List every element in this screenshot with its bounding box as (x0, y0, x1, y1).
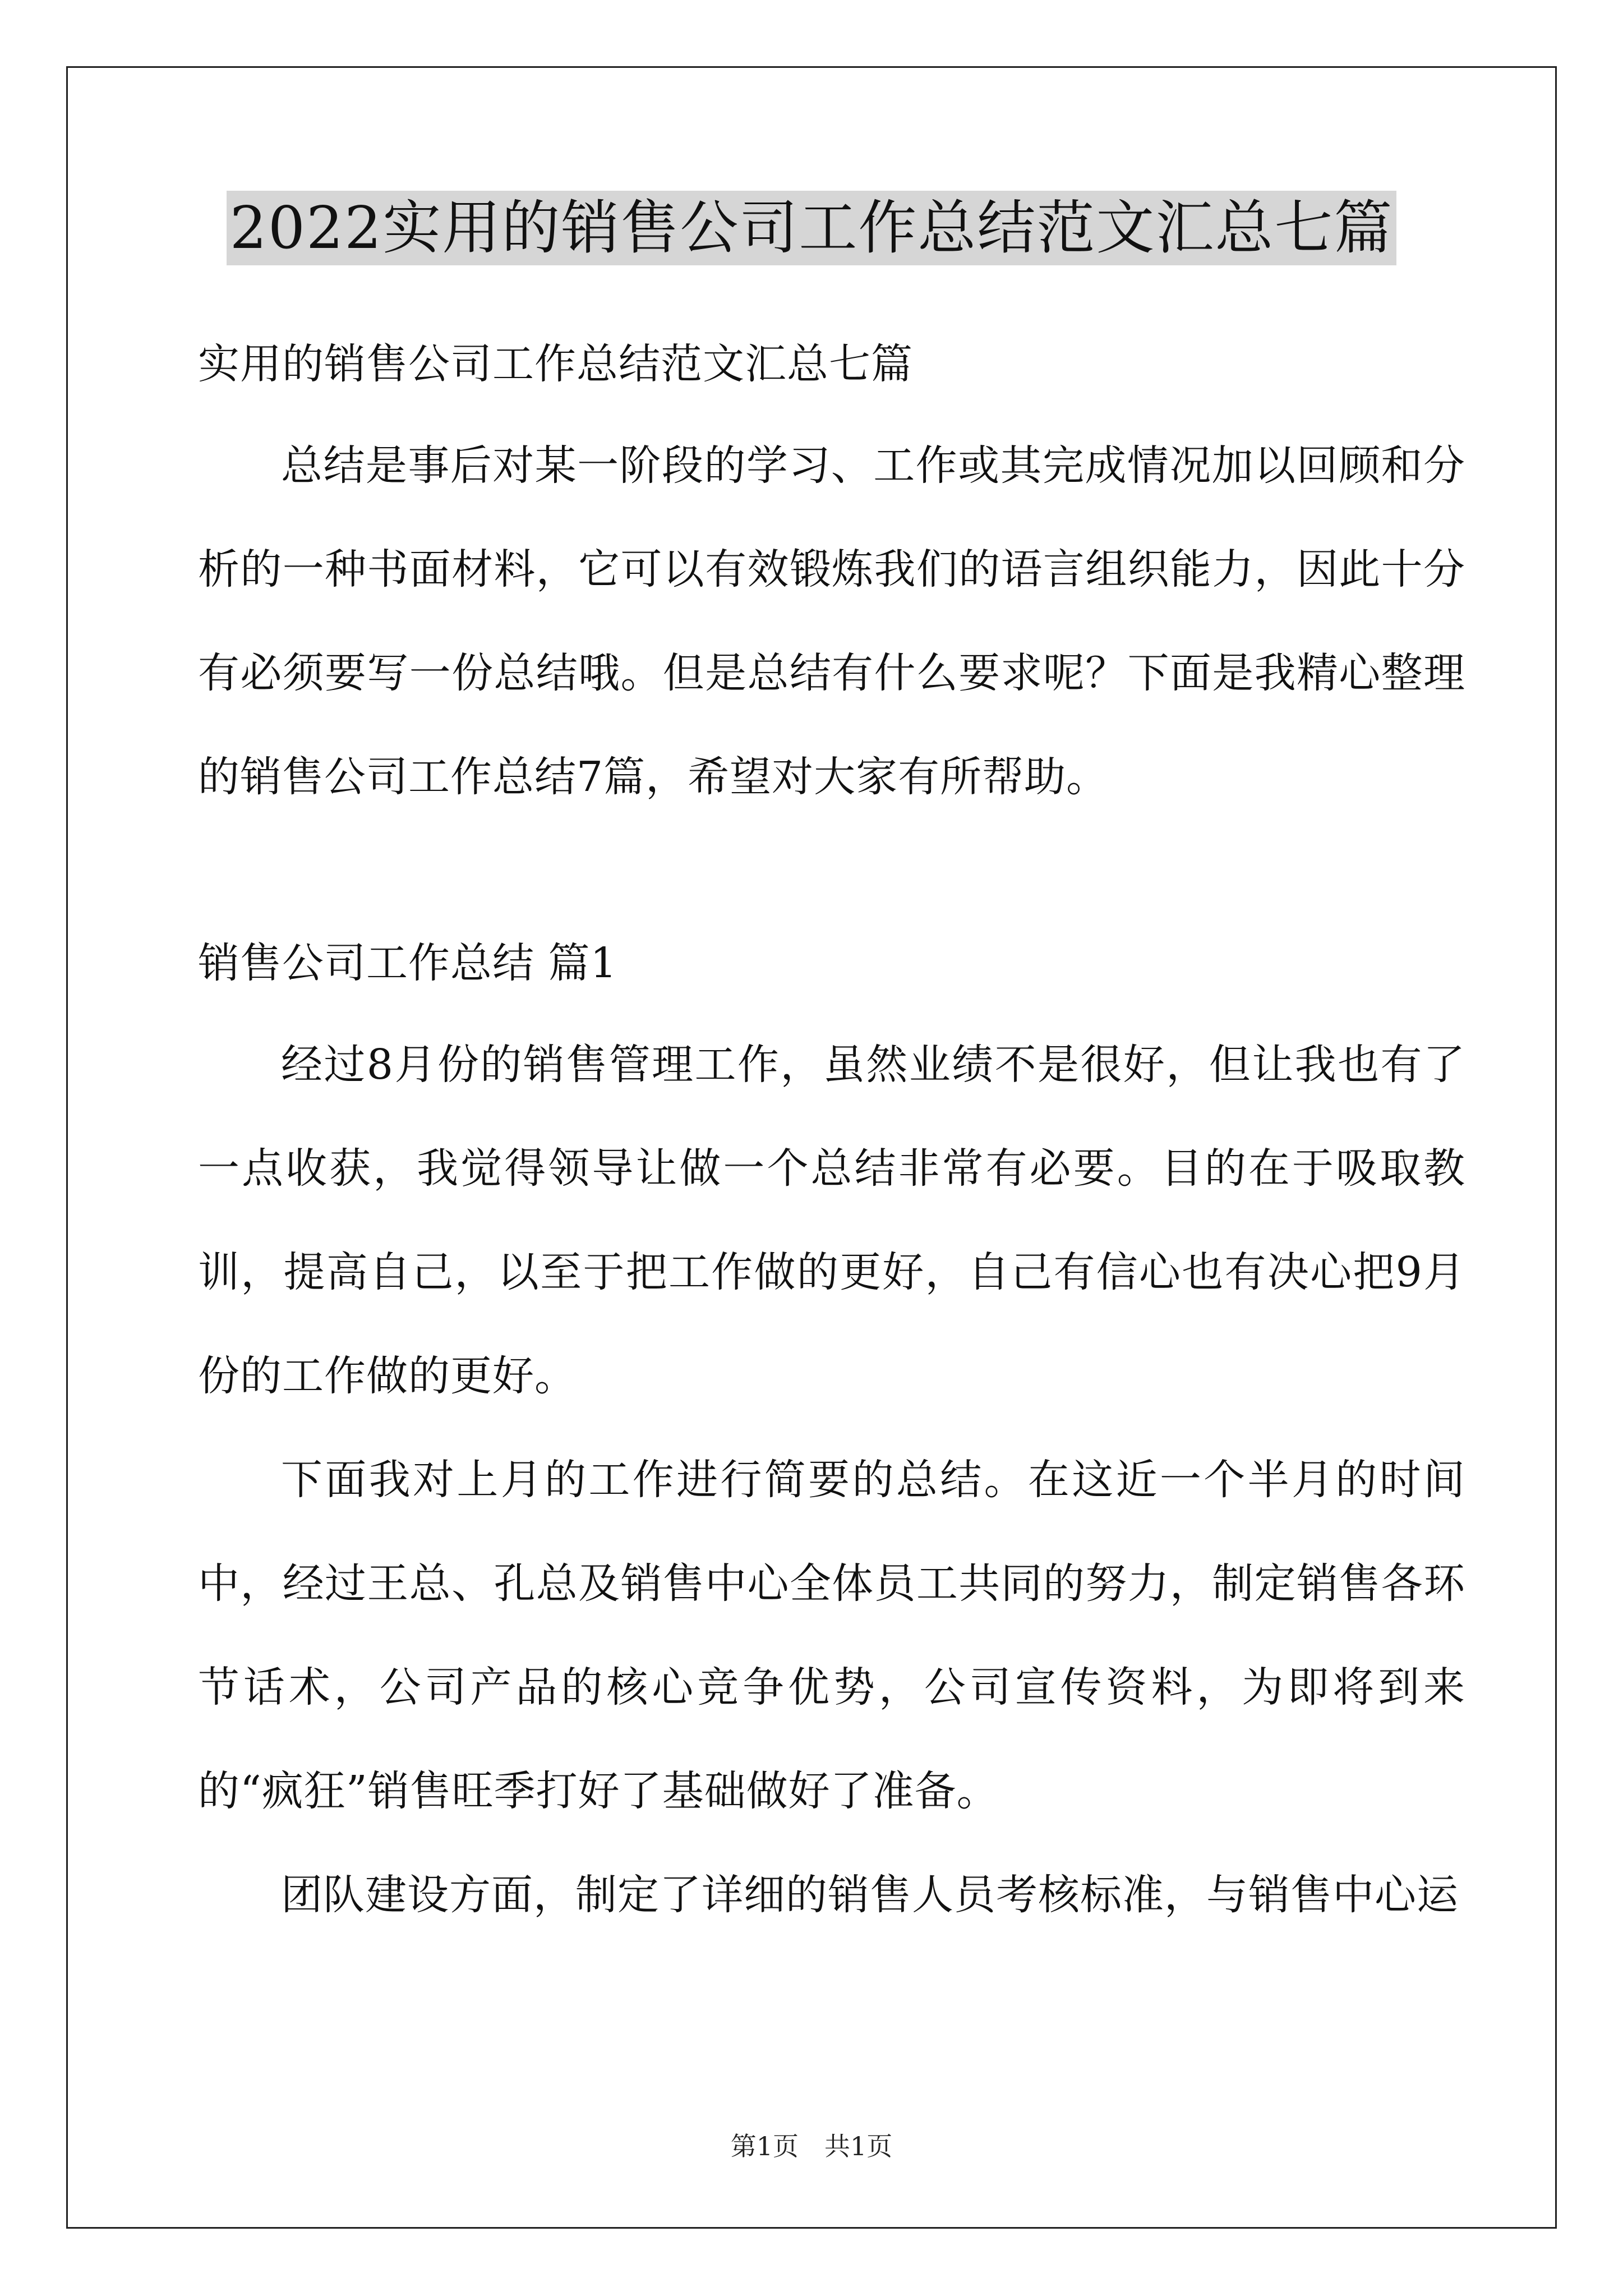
paragraph-1: 经过8月份的销售管理工作，虽然业绩不是很好，但让我也有了一点收获，我觉得领导让做一个总结非常有必要。目的在于吸取教训，提高自己，以至于把工作做的更好，自己有信心也有决心把9月份的工作做的更好。 (198, 1041, 1465, 1400)
intro-paragraph (198, 414, 1465, 829)
body-paragraph (198, 1013, 1465, 1947)
paragraph-3: 团队建设方面，制定了详细的销售人员考核标准，与销售中心运 (281, 1871, 1459, 1919)
document-subtitle: 实用的销售公司工作总结范文汇总七篇 (198, 340, 913, 388)
paragraph-2: 下面我对上月的工作进行简要的总结。在这近一个半月的时间中，经过王总、孔总及销售中心全体员工共同的努力，制定销售各环节话术，公司产品的核心竞争优势，公司宣传资料，为即将到来的“疯狂”销售旺季打好了基础做好了准备。 (198, 1456, 1465, 1815)
section-gap (198, 829, 1465, 913)
document-body (198, 314, 1465, 1947)
intro-text: 总结是事后对某一阶段的学习、工作或其完成情况加以回顾和分析的一种书面材料，它可以有效锻炼我们的语言组织能力，因此十分有必须要写一份总结哦。但是总结有什么要求呢？下面是我精心整理的销售公司工作总结7篇，希望对大家有所帮助。 (198, 441, 1465, 801)
page-footer: 第1页 共1页 (730, 2131, 893, 2161)
document-title: 2022实用的销售公司工作总结范文汇总七篇 (227, 191, 1397, 265)
section-heading: 销售公司工作总结 篇1 (198, 939, 617, 987)
title-wrap (0, 191, 1623, 265)
